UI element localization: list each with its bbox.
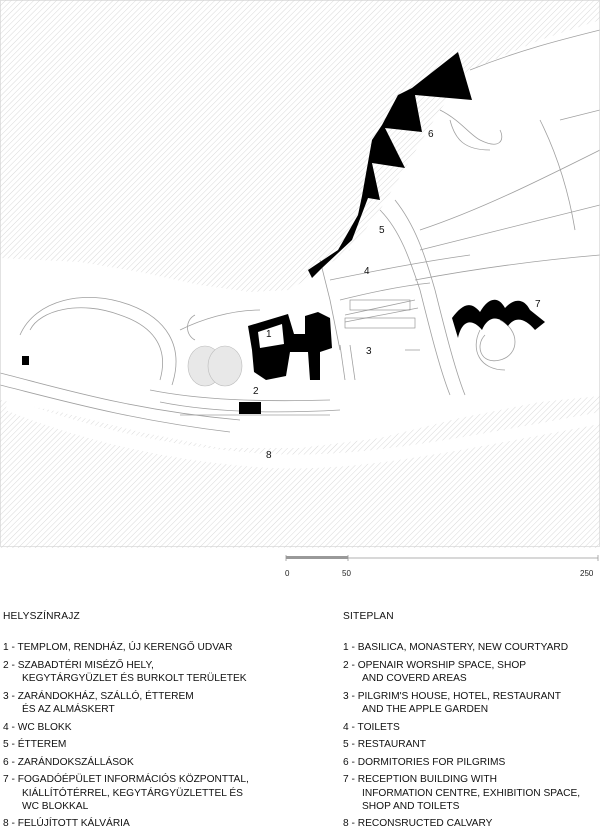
legend-hu-item-1: 1 - TEMPLOM, RENDHÁZ, ÚJ KERENGŐ UDVAR xyxy=(3,642,233,654)
legend-hu-item-5: 5 - ÉTTEREM xyxy=(3,739,67,751)
map-label-7: 7 xyxy=(535,299,541,310)
legend-hungarian xyxy=(3,610,303,835)
hillside-hatch-south xyxy=(0,396,600,548)
scale-tick-250: 250 xyxy=(580,569,594,578)
map-label-5: 5 xyxy=(379,225,385,236)
legend-english xyxy=(343,610,598,835)
building-basilica-monastery xyxy=(248,312,332,380)
terrace-2 xyxy=(345,318,415,328)
map-label-3: 3 xyxy=(366,346,372,357)
legend-en-item-1: 1 - BASILICA, MONASTERY, NEW COURTYARD xyxy=(343,642,569,654)
legend-hu-title: HELYSZÍNRAJZ xyxy=(3,611,80,622)
legend-hu-item-6: 6 - ZARÁNDOKSZÁLLÁSOK xyxy=(3,756,134,768)
legend-hu-item-3: 3 - ZARÁNDOKHÁZ, SZÁLLÓ, ÉTTEREM ÉS AZ ALMÁSKERT xyxy=(3,690,194,716)
scale-tick-50: 50 xyxy=(342,569,351,578)
legend-en-item-7: 7 - RECEPTION BUILDING WITH INFORMATION CENTRE, EXHIBITION SPACE, SHOP AND TOILETS xyxy=(343,774,581,812)
legend-en-item-5: 5 - RESTAURANT xyxy=(343,739,427,751)
apple-garden-oval-2 xyxy=(208,346,242,386)
building-reception xyxy=(452,300,545,338)
map-label-8: 8 xyxy=(266,450,272,461)
map-label-4: 4 xyxy=(364,266,370,277)
map-label-1: 1 xyxy=(266,329,272,340)
legend-en-item-4: 4 - TOILETS xyxy=(343,721,400,733)
scale-bar xyxy=(284,552,600,582)
terrace-1 xyxy=(350,300,410,310)
legend-en-item-2: 2 - OPENAIR WORSHIP SPACE, SHOP AND COVERD AREAS xyxy=(343,659,527,685)
scale-tick-0: 0 xyxy=(285,569,290,578)
legend-hu-item-7: 7 - FOGADÓÉPÜLET INFORMÁCIÓS KÖZPONTTAL, KIÁLLÍTÓTÉRREL, KEGYTÁRGYÜZLETTEL ÉS WC BLOKKAL xyxy=(3,774,249,812)
legend-en-item-8: 8 - RECONSRUCTED CALVARY xyxy=(343,818,493,830)
map-label-2: 2 xyxy=(253,386,259,397)
map-label-6: 6 xyxy=(428,129,434,140)
hillside-hatch-north xyxy=(0,0,600,292)
legend-hu-item-8: 8 - FELÚJÍTOTT KÁLVÁRIA xyxy=(3,818,130,830)
legend-hu-item-2: 2 - SZABADTÉRI MISÉZŐ HELY, KEGYTÁRGYÜZLET ÉS BURKOLT TERÜLETEK xyxy=(3,659,247,685)
building-worship-shop xyxy=(239,402,261,414)
legend-en-item-3: 3 - PILGRIM'S HOUSE, HOTEL, RESTAURANT AND THE APPLE GARDEN xyxy=(343,690,561,716)
legend-en-title: SITEPLAN xyxy=(343,611,394,622)
legend-en-item-6: 6 - DORMITORIES FOR PILGRIMS xyxy=(343,756,506,768)
building-west-small xyxy=(22,356,29,365)
legend-hu-item-4: 4 - WC BLOKK xyxy=(3,721,72,733)
